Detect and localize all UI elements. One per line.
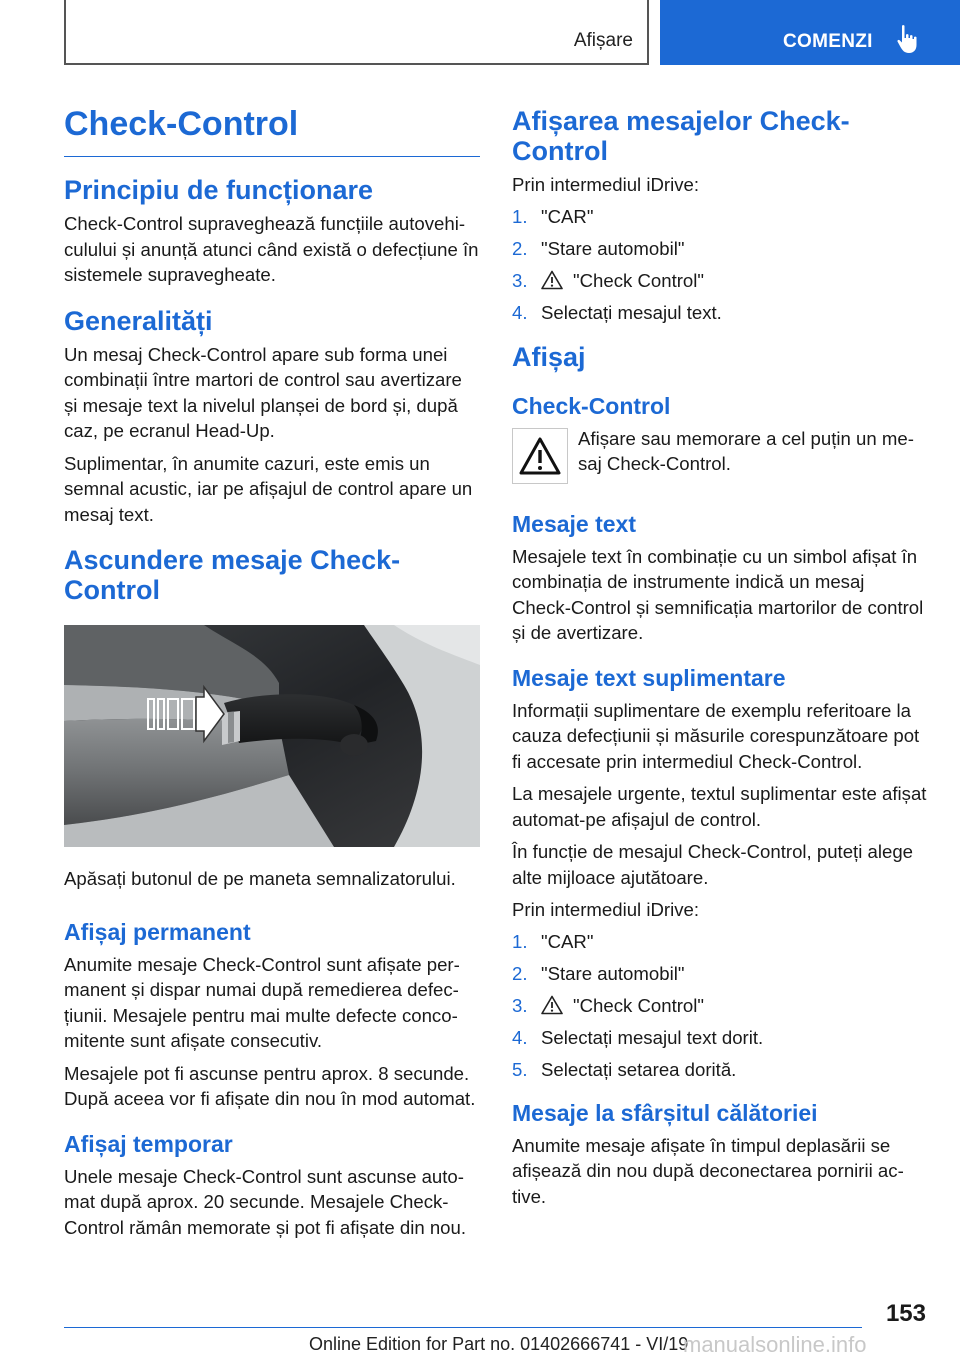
page-number: 153	[885, 1300, 926, 1327]
section-general	[64, 306, 480, 528]
heading-display: Afișaj	[512, 341, 586, 372]
list-item: 3. "Check Control"	[512, 269, 705, 291]
warning-triangle-icon	[541, 995, 563, 1015]
list-item: 5. Selectați setarea dorită.	[512, 1058, 737, 1080]
section-hide	[64, 545, 480, 892]
list-item: 4. Selectați mesajul text.	[512, 301, 722, 323]
heading-permanent: Afișaj permanent	[64, 918, 251, 945]
footer-edition: Online Edition for Part no. 01402666741 - VI/19	[309, 1334, 689, 1354]
check-control-text: Afișare sau memorare a cel puțin un mesaj Check-Control.	[578, 427, 914, 474]
extra-text-2: La mesajele urgente, textul suplimentar este afișat automat-pe afișajul de control.	[512, 783, 927, 830]
footer-watermark: manualsonline.info	[683, 1332, 867, 1357]
section-display	[512, 342, 928, 484]
heading-principle: Principiu de funcționare	[64, 175, 374, 205]
section-temporary	[64, 1130, 480, 1241]
header-tab-comenzi[interactable]	[660, 0, 960, 65]
heading-check-control: Check-Control	[512, 392, 671, 419]
header-section-box	[64, 0, 649, 65]
extra-text-1: Informații suplimentare de exemplu referitoare la cauza defecțiunii și măsurile corespunzătoare pot fi accesate prin intermediul Check-Control.	[512, 699, 920, 772]
display-messages-steps	[512, 206, 928, 324]
heading-extra-messages: Mesaje text suplimentare	[512, 664, 786, 691]
hide-caption: Apăsați butonul de pe maneta semnalizatorului.	[64, 868, 456, 889]
header-section-label: Afișare	[573, 30, 633, 51]
list-item: 4. Selectați mesajul text dorit.	[512, 1026, 764, 1048]
list-item: 1. "CAR"	[512, 205, 594, 227]
heading-hide: Ascundere mesaje Check-Control	[64, 545, 401, 605]
end-trip-text: Anumite mesaje afișate în timpul deplasării se afișează din nou după deconectarea pornirii active.	[512, 1134, 904, 1207]
warning-triangle-icon	[541, 270, 563, 290]
principle-text: Check-Control supraveghează funcțiile autovehiculului și anunță atunci când există o defecțiune în sistemele supravegheate.	[64, 213, 479, 285]
text-messages-text: Mesajele text în combinație cu un simbol afișat în combinația de instrumente indică un mesaj Check-Control și semnificația martorilor de control și de avertizare.	[512, 545, 924, 643]
list-item: 2. "Stare automobil"	[512, 962, 685, 984]
section-extra-messages	[512, 664, 928, 1081]
heading-display-messages: Afișarea mesajelor Check-Control	[512, 106, 850, 166]
warning-triangle-icon	[512, 428, 568, 484]
section-display-messages	[512, 106, 928, 324]
heading-general: Generalități	[64, 305, 213, 336]
temporary-text: Unele mesaje Check-Control sunt ascunse automat după aprox. 20 secunde. Mesajele Check-Control rămân memorate și pot fi afișate din nou.	[64, 1165, 467, 1238]
general-text-2: Suplimentar, în anumite cazuri, este emis un semnal acustic, iar pe afișajul de control apare un mesaj text.	[64, 452, 473, 525]
right-column	[512, 100, 928, 1216]
list-item: 2. "Stare automobil"	[512, 237, 685, 259]
left-column	[64, 100, 480, 1247]
display-messages-intro: Prin intermediul iDrive:	[512, 174, 700, 195]
extra-text-3: În funcție de mesajul Check-Control, puteți alege alte mijloace ajutătoare.	[512, 841, 914, 888]
section-principle	[64, 175, 480, 288]
list-item: 3. "Check Control"	[512, 994, 705, 1016]
heading-end-trip: Mesaje la sfârșitul călătoriei	[512, 1099, 818, 1126]
heading-text-messages: Mesaje text	[512, 510, 637, 537]
header-tab-label: COMENZI	[783, 30, 873, 52]
heading-temporary: Afișaj temporar	[64, 1130, 233, 1157]
hand-pointer-icon	[896, 24, 922, 54]
footer-rule	[64, 1327, 862, 1328]
permanent-text-2: Mesajele pot fi ascunse pentru aprox. 8 secunde. După aceea vor fi afișate din nou în mod automat.	[64, 1062, 476, 1109]
permanent-text-1: Anumite mesaje Check-Control sunt afișate permanent și dispar numai după remedierea defecțiunii. Mesajele pentru mai multe defecte concomitente sunt afișate consecutiv.	[64, 953, 460, 1051]
page-title: Check-Control	[64, 105, 299, 143]
title-rule	[64, 156, 480, 157]
general-text-1: Un mesaj Check-Control apare sub forma unei combinații între martori de control sau avertizare și mesaje text la nivelul planșei de bord și, după caz, pe ecranul Head-Up.	[64, 343, 462, 441]
check-control-row	[512, 426, 928, 484]
section-text-messages	[512, 510, 928, 646]
section-permanent	[64, 918, 480, 1112]
list-item: 1. "CAR"	[512, 930, 594, 952]
section-end-trip	[512, 1099, 928, 1210]
extra-intro: Prin intermediul iDrive:	[512, 899, 700, 920]
extra-steps	[512, 931, 928, 1081]
turn-signal-lever-figure	[64, 625, 480, 847]
